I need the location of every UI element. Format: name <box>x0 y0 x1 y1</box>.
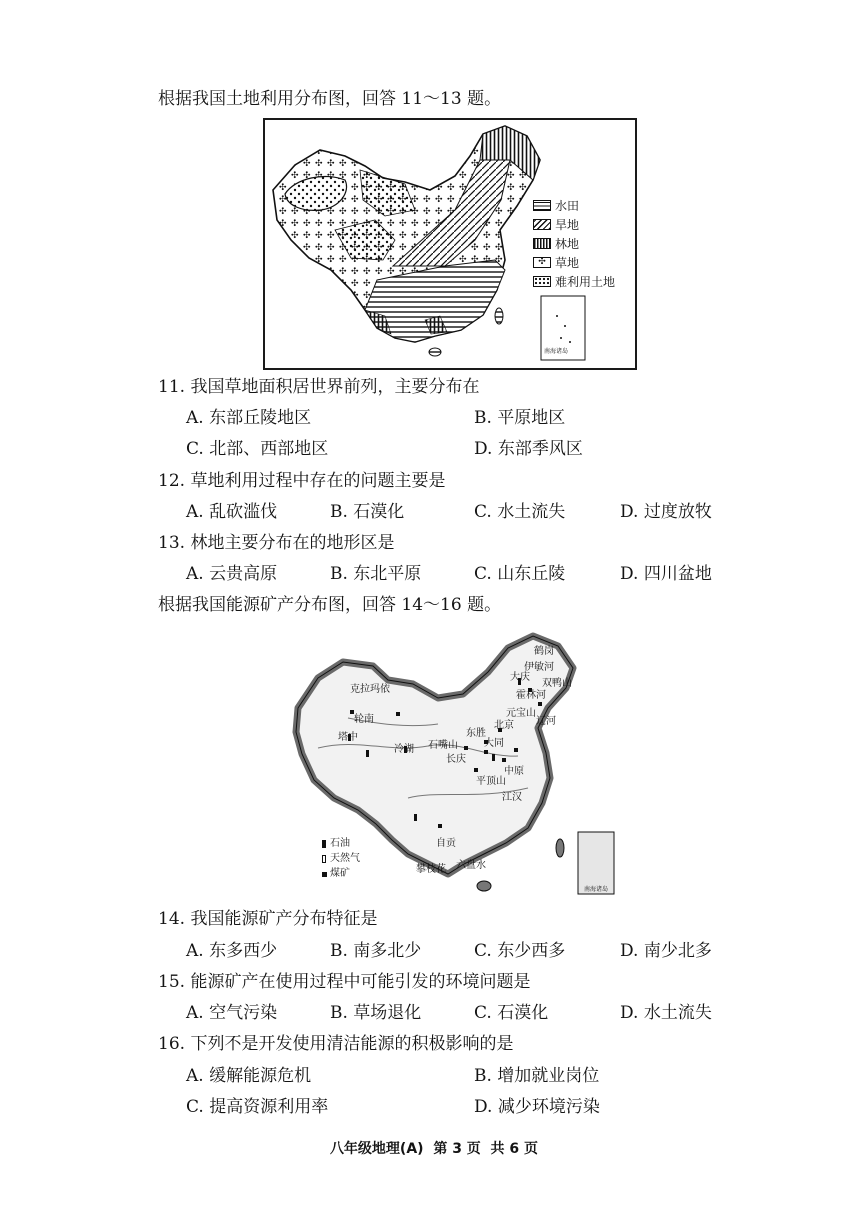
legend-label-hardland: 难利用土地 <box>555 275 616 289</box>
legend-label-oil: 石油 <box>330 838 350 849</box>
place-label: 伊敏河 <box>524 662 554 673</box>
place-label: 克拉玛依 <box>350 684 390 695</box>
oil-icon <box>322 840 326 848</box>
place-label: 自贡 <box>436 838 456 849</box>
land-use-map <box>263 118 637 370</box>
question-11-option-c[interactable]: C. 北部、西部地区 <box>186 439 329 459</box>
question-15-option-a[interactable]: A. 空气污染 <box>186 1003 278 1023</box>
question-15-option-d[interactable]: D. 水土流失 <box>620 1003 712 1023</box>
legend-label-gas: 天然气 <box>330 853 360 864</box>
legend-label-dryland: 旱地 <box>555 218 580 232</box>
question-12-stem: 12. 草地利用过程中存在的问题主要是 <box>158 471 446 491</box>
inset-label-2: 南海诸岛 <box>584 886 609 893</box>
place-label: 攀枝花 <box>416 864 446 875</box>
legend-label-paddy: 水田 <box>555 199 580 213</box>
question-13-option-b[interactable]: B. 东北平原 <box>330 564 422 584</box>
question-16-option-c[interactable]: C. 提高资源利用率 <box>186 1097 329 1117</box>
place-label: 长庆 <box>446 754 466 765</box>
land-use-map-graphic <box>265 120 635 368</box>
place-label: 双鸭山 <box>542 678 572 689</box>
place-label: 元宝山 <box>506 708 536 719</box>
question-14-stem: 14. 我国能源矿产分布特征是 <box>158 909 378 929</box>
place-label: 平顶山 <box>476 776 506 787</box>
energy-minerals-map <box>288 628 618 898</box>
question-16-option-a[interactable]: A. 缓解能源危机 <box>186 1066 312 1086</box>
question-13-option-d[interactable]: D. 四川盆地 <box>620 564 712 584</box>
question-13-option-a[interactable]: A. 云贵高原 <box>186 564 278 584</box>
place-label: 大庆 <box>510 672 530 683</box>
place-label: 石嘴山 <box>428 740 458 751</box>
inset-label-1: 南海诸岛 <box>544 348 569 355</box>
legend-swatch-forest <box>533 238 551 249</box>
question-14-option-a[interactable]: A. 东多西少 <box>186 941 278 961</box>
question-15-stem: 15. 能源矿产在使用过程中可能引发的环境问题是 <box>158 972 531 992</box>
place-label: 中原 <box>504 766 524 777</box>
legend-swatch-hardland <box>533 276 551 287</box>
question-11-option-a[interactable]: A. 东部丘陵地区 <box>186 408 312 428</box>
legend-swatch-paddy <box>533 200 551 211</box>
legend-label-forest: 林地 <box>555 237 580 251</box>
question-13-stem: 13. 林地主要分布在的地形区是 <box>158 533 395 553</box>
place-label: 塔中 <box>338 732 358 743</box>
coal-icon <box>322 872 327 877</box>
place-label: 大同 <box>484 738 504 749</box>
place-label: 辽河 <box>536 716 556 727</box>
question-12-option-d[interactable]: D. 过度放牧 <box>620 502 712 522</box>
question-12-option-a[interactable]: A. 乱砍滥伐 <box>186 502 278 522</box>
legend-label-grassland: 草地 <box>555 256 580 270</box>
place-label: 冷湖 <box>394 744 414 755</box>
question-15-option-b[interactable]: B. 草场退化 <box>330 1003 422 1023</box>
question-16-option-b[interactable]: B. 增加就业岗位 <box>474 1066 600 1086</box>
legend-label-coal: 煤矿 <box>330 868 350 879</box>
place-label: 东胜 <box>466 728 486 739</box>
question-16-stem: 16. 下列不是开发使用清洁能源的积极影响的是 <box>158 1034 514 1054</box>
question-12-option-c[interactable]: C. 水土流失 <box>474 502 566 522</box>
legend-swatch-grassland: ✣ <box>533 257 551 268</box>
question-15-option-c[interactable]: C. 石漠化 <box>474 1003 549 1023</box>
question-11-option-d[interactable]: D. 东部季风区 <box>474 439 583 459</box>
question-11-option-b[interactable]: B. 平原地区 <box>474 408 566 428</box>
place-label: 北京 <box>494 720 514 731</box>
question-16-option-d[interactable]: D. 减少环境污染 <box>474 1097 600 1117</box>
place-label: 鹤岗 <box>534 646 554 657</box>
place-label: 轮南 <box>354 714 374 725</box>
place-label: 霍林河 <box>516 690 546 701</box>
legend-swatch-dryland <box>533 219 551 230</box>
intro-text-2: 根据我国能源矿产分布图，回答 14～16 题。 <box>158 595 502 615</box>
gas-icon <box>322 855 326 863</box>
intro-text-1: 根据我国土地利用分布图，回答 11～13 题。 <box>158 89 502 109</box>
question-14-option-c[interactable]: C. 东少西多 <box>474 941 566 961</box>
question-11-stem: 11. 我国草地面积居世界前列，主要分布在 <box>158 377 480 397</box>
question-12-option-b[interactable]: B. 石漠化 <box>330 502 405 522</box>
place-label: 江汉 <box>502 792 522 803</box>
question-14-option-d[interactable]: D. 南少北多 <box>620 941 712 961</box>
page-footer: 八年级地理(A) 第 3 页 共 6 页 <box>329 1141 539 1157</box>
place-label: 六盘水 <box>456 860 486 871</box>
question-13-option-c[interactable]: C. 山东丘陵 <box>474 564 566 584</box>
question-14-option-b[interactable]: B. 南多北少 <box>330 941 422 961</box>
